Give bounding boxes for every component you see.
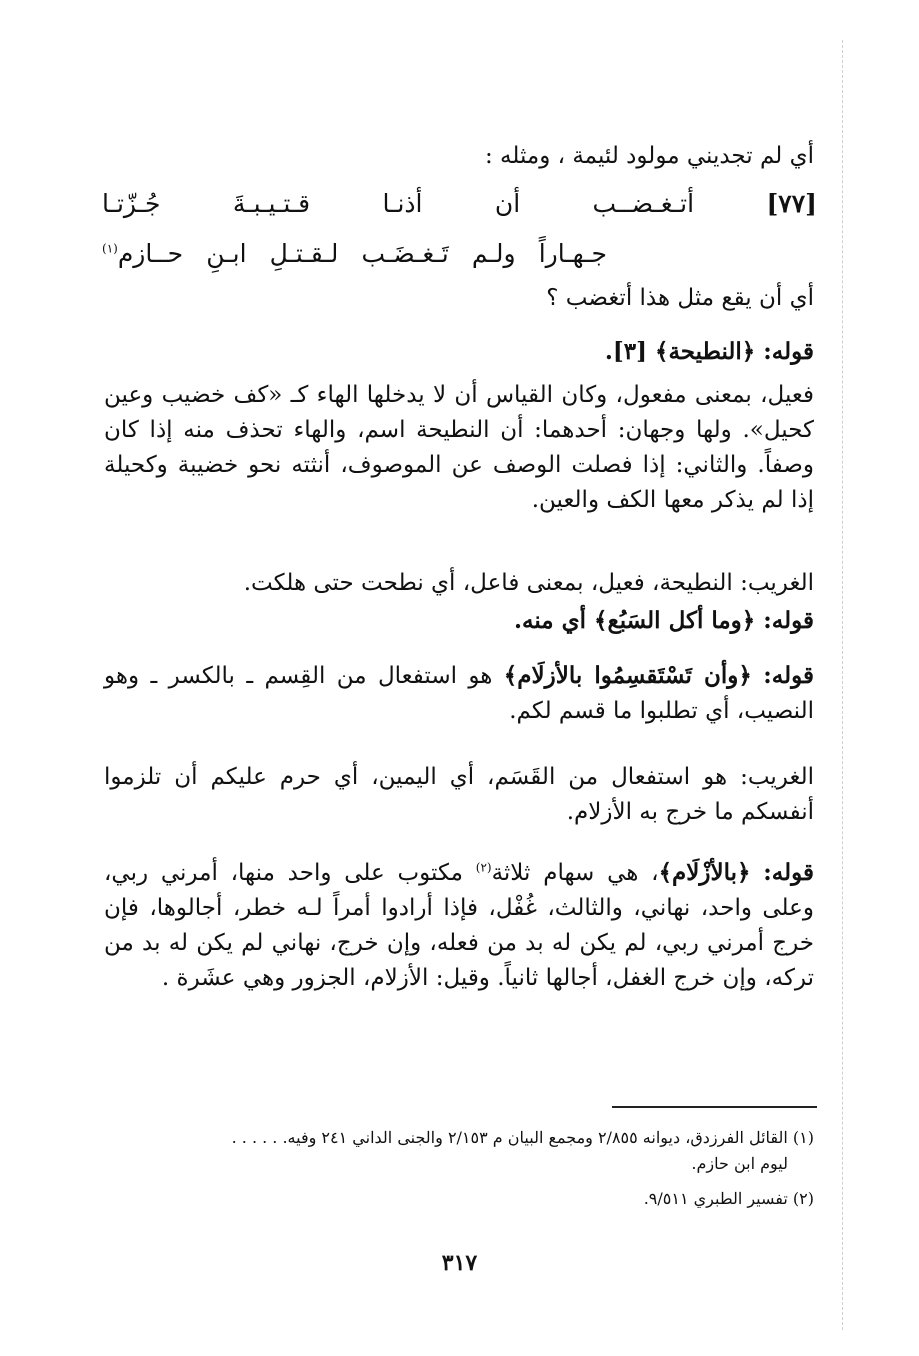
verse-first-line [102, 184, 817, 224]
verse-ref: [٣]. [604, 338, 647, 365]
heading-prefix: قوله: [763, 607, 814, 634]
footnote-1: (١) القائل الفرزدق، ديوانه ٢/٨٥٥ ومجمع البيان م ٢/١٥٣ والجنى الداني ٢٤١ وفيه. . . . . . ليوم ابن حازم. [104, 1125, 814, 1177]
heading-prefix: قوله: [763, 859, 815, 886]
heading-natiha [104, 334, 814, 369]
quran-term: ﴿وأن تَسْتَقسِمُوا بالأزلَام﴾ [503, 662, 752, 689]
quran-term: ﴿بالأزْلَام﴾ [658, 859, 751, 886]
heading-prefix: قوله: [763, 338, 814, 365]
footnote-marker-1: (١) [102, 241, 118, 256]
intro-line: أي لم تجديني مولود لئيمة ، ومثله : [484, 143, 814, 169]
page-edge-guide [842, 40, 843, 1330]
page-number: ٣١٧ [441, 1250, 478, 1276]
footnote-marker-2: (٢) [475, 860, 492, 875]
quran-term: ﴿وما أكل السَبُع﴾ [594, 607, 756, 634]
paragraph-azlam [104, 855, 814, 996]
gharib-natiha: الغريب: النطيحة، فعيل، بمعنى فاعل، أي نطحت حتى هلكت. [243, 570, 814, 596]
paragraph-text-a: ، هي سهام ثلاثة [491, 860, 659, 886]
verse-second-hemistich: جـهـاراً ولـم تَـغـضَـب لـقـتـلِ ابـنِ حــازم [117, 239, 607, 268]
footnote-1-continuation: ليوم ابن حازم. [691, 1154, 788, 1173]
verse-number: [٧٧] [766, 189, 817, 218]
heading-rest: أي منه. [513, 607, 586, 634]
footnote-2: (٢) تفسير الطبري ٩/٥١١. [643, 1189, 814, 1208]
verse-first-hemistich: أتـغـضــب أن أذنـا قـتـيـبـةَ جُـزّتـا [102, 189, 695, 218]
quran-term: ﴿النطيحة﴾ [654, 338, 756, 365]
heading-prefix: قوله: [763, 662, 814, 689]
paragraph-text: هو استفعال من القِسم ـ بالكسر ـ وهو النصيب، أي تطلبوا ما قسم لكم. [104, 663, 814, 724]
gharib-istiqsam: الغريب: هو استفعال من القَسَم، أي اليمين، أي حرم عليكم أن تلزموا أنفسكم ما خرج به الأزلام. [104, 764, 814, 825]
verse-second-line [102, 234, 607, 274]
paragraph-text-b: مكتوب على واحد منها، أمرني ربي، وعلى واحد، نهاني، والثالث، غُفْل، فإذا أرادوا أمراً لـه خطر، أجالوها، فإن خرج أمرني ربي، لم يكن له بد من فعله، وإن خرج، نهاني لم يكن له بد من تركه، وإن خرج الغفل، أجالها ثانياً. وقيل: الأزلام، الجزور وهي عشَرة . [104, 860, 814, 991]
footnote-separator [612, 1106, 817, 1108]
paragraph-natiha: فعيل، بمعنى مفعول، وكان القياس أن لا يدخلها الهاء كـ «كف خضيب وعين كحيل». ولها وجهان: أحدهما: أن النطيحة اسم، والهاء تحذف منه إذا كان وصفاً. والثاني: إذا فصلت الوصف عن الموصوف، أنثته نحو خضيبة وكحيلة إذا لم يذكر معها الكف والعين. [104, 382, 814, 513]
after-verse-line: أي أن يقع مثل هذا أتغضب ؟ [546, 285, 814, 311]
paragraph-istiqsam [104, 658, 814, 729]
heading-sabu [104, 603, 814, 638]
